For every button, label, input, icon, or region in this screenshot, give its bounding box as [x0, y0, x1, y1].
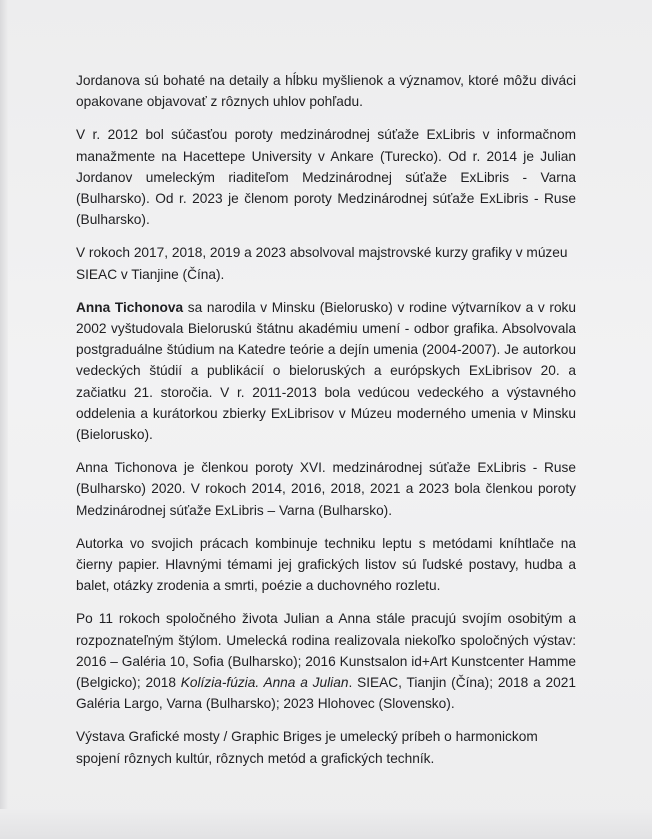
paragraph-exhibitions — [76, 608, 576, 714]
paragraph-anna-bio — [76, 297, 576, 445]
paragraph-text: sa narodila v Minsku (Bielorusko) v rodine výtvarníkov a v roku 2002 vyštudovala Bieloruskú štátnu akadémiu umení - odbor grafika. Absolvovala postgraduálne štúdium na Katedre teórie a dejín umenia (2004-2007). Je autorkou vedeckých štúdií a publikácií o bieloruských a európskych ExLibrisov 20. a začiatku 21. storočia. V r. 2011-2013 bola vedúcou vedeckého a výstavného oddelenia a kurátorkou zbierky ExLibrisov v Múzeu moderného umenia v Minsku (Bielorusko). — [76, 299, 577, 443]
artist-name: Anna Tichonova — [76, 299, 184, 315]
paragraph-text: V rokoch 2017, 2018, 2019 a 2023 absolvoval majstrovské kurzy grafiky v múzeu SIEAC v Tianjine (Čína). — [76, 245, 568, 282]
paragraph-text: Jordanova sú bohaté na detaily a hĺbku myšlienok a významov, ktoré môžu diváci opakovane objavovať z rôznych uhlov pohľadu. — [76, 73, 576, 110]
paragraph-anna-jury — [76, 457, 576, 521]
document-text — [76, 70, 576, 781]
paragraph-technique — [76, 533, 576, 597]
page-shadow-bottom — [0, 809, 652, 839]
paragraph-jury — [76, 124, 576, 230]
paragraph-closing — [76, 726, 576, 768]
paragraph-text: Anna Tichonova je členkou poroty XVI. medzinárodnej súťaže ExLibris - Ruse (Bulharsko) 2020. V rokoch 2014, 2016, 2018, 2021 a 2023 bola členkou poroty Medzinárodnej súťaže ExLibris – Varna (Bulharsko). — [76, 460, 576, 518]
paragraph-text: V r. 2012 bol súčasťou poroty medzinárodnej súťaže ExLibris v informačnom manažmente na Hacettepe University v Ankare (Turecko). Od r. 2014 je Julian Jordanov umeleckým riaditeľom Medzinárodnej súťaže ExLibris - Varna (Bulharsko). Od r. 2023 je členom poroty Medzinárodnej súťaže ExLibris - Ruse (Bulharsko). — [76, 127, 576, 228]
paragraph-text: Výstava Grafické mosty / Graphic Briges je umelecký príbeh o harmonickom spojení rôznych kultúr, rôznych metód a grafických techník. — [76, 729, 538, 766]
paragraph-text: Autorka vo svojich prácach kombinuje techniku leptu s metódami kníhtlače na čierny papier. Hlavnými témami jej grafických listov sú ľudské postavy, hudba a balet, otázky zrodenia a smrti, poézie a duchovného rozletu. — [76, 535, 576, 594]
exhibition-title: Kolízia-fúzia. Anna a Julian — [180, 675, 349, 691]
page-shadow-left — [0, 0, 8, 839]
paragraph-text: . SIEAC, Tianjin (Čína); 2018 a 2021 Galéria Largo, Varna (Bulharsko); 2023 Hlohovec (Slovensko). — [76, 675, 576, 712]
paragraph-masterclasses — [76, 242, 576, 284]
paragraph-text: Po 11 rokoch spoločného života Julian a Anna stále pracujú svojím osobitým a rozpoznateľným štýlom. Umelecká rodina realizovala niekoľko spoločných výstav: 2016 – Galéria 10, Sofia (Bulharsko); 2016 Kunstsalon id+Art Kunstcenter Hamme (Belgicko); 2018 — [76, 611, 576, 691]
paragraph-intro — [76, 70, 576, 112]
